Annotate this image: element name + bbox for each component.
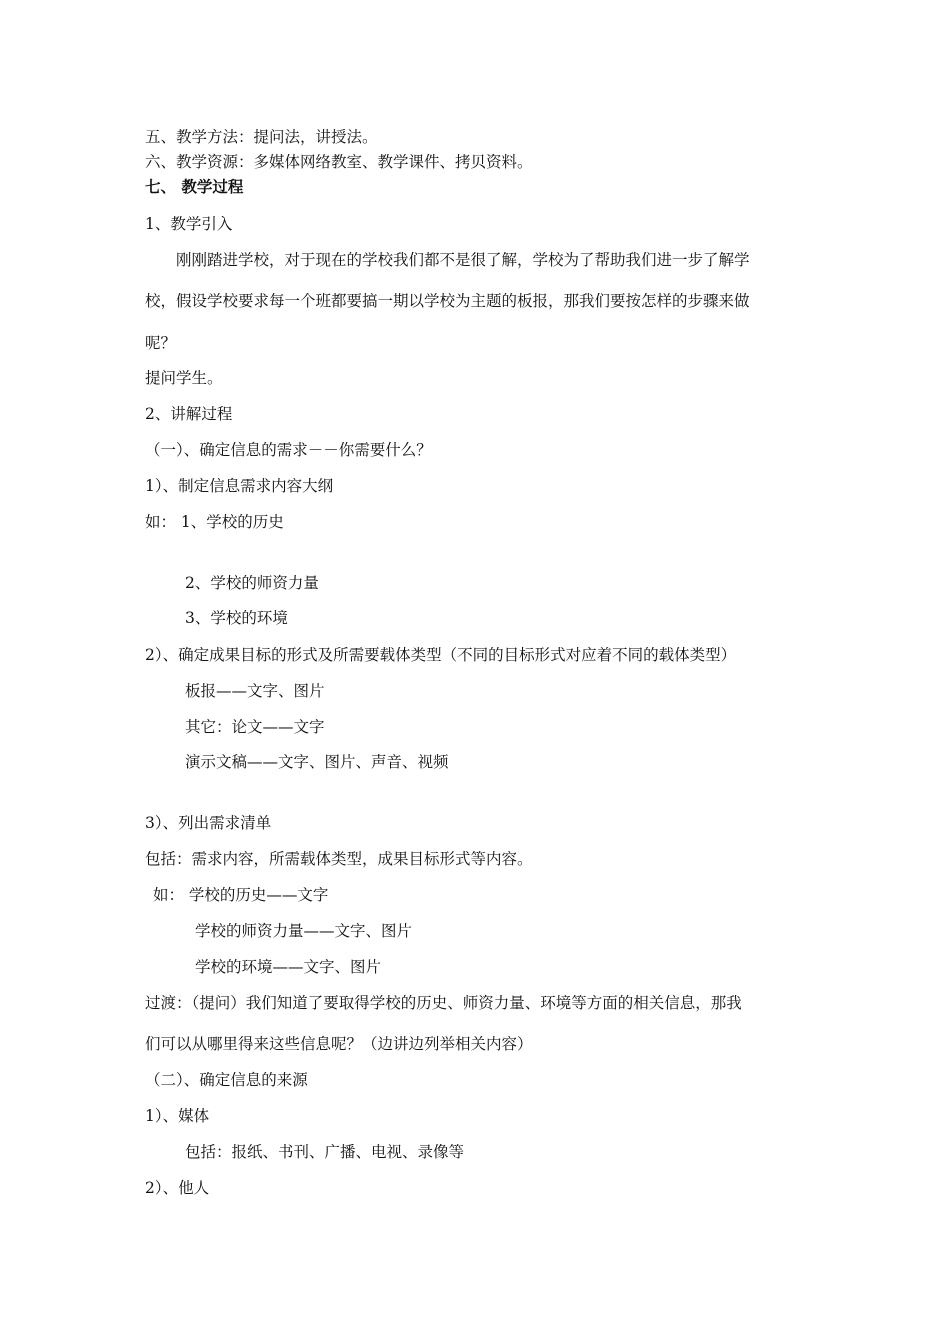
paragraph-line: 校，假设学校要求每一个班都要搞一期以学校为主题的板报，那我们要按怎样的步骤来做 [145,292,750,310]
subheading-introduction: 1、教学引入 [145,215,233,233]
subheading-explanation: 2、讲解过程 [145,405,233,423]
list-item: 1）、制定信息需求内容大纲 [145,477,334,495]
section-teaching-method: 五、教学方法：提问法，讲授法。 [145,128,378,146]
list-item: 3、学校的环境 [185,609,288,627]
list-item: 包括：需求内容，所需载体类型，成果目标形式等内容。 [145,850,533,868]
list-item: 2）、他人 [145,1179,210,1197]
list-item: 如： 学校的历史——文字 [153,886,329,904]
paragraph-line: 刚刚踏进学校，对于现在的学校我们都不是很了解，学校为了帮助我们进一步了解学 [176,251,750,269]
paragraph-line: 们可以从哪里得来这些信息呢？（边讲边列举相关内容） [145,1035,533,1053]
list-item: 学校的师资力量——文字、图片 [195,922,413,940]
list-item: 其它：论文——文字 [185,718,325,736]
paragraph-line: 提问学生。 [145,369,223,387]
list-item: 包括：报纸、书刊、广播、电视、录像等 [185,1143,465,1161]
list-item: 板报——文字、图片 [185,682,325,700]
paragraph-line: 呢？ [145,334,177,352]
list-item: 学校的环境——文字、图片 [195,958,382,976]
list-item: 演示文稿——文字、图片、声音、视频 [185,753,449,771]
section-heading-teaching-process: 七、 教学过程 [145,177,244,196]
paragraph-line: 过渡：（提问）我们知道了要取得学校的历史、师资力量、环境等方面的相关信息，那我 [145,994,742,1012]
list-item: 1）、媒体 [145,1107,210,1125]
list-item: 2、学校的师资力量 [185,574,319,592]
list-item: 如： 1、学校的历史 [145,513,284,531]
subheading-part-two: （二）、确定信息的来源 [145,1071,308,1089]
list-item: 2）、确定成果目标的形式及所需要载体类型（不同的目标形式对应着不同的载体类型） [145,646,737,664]
section-teaching-resources: 六、教学资源：多媒体网络教室、教学课件、拷贝资料。 [145,153,533,171]
list-item: 3）、列出需求清单 [145,814,272,832]
subheading-part-one: （一）、确定信息的需求－－你需要什么？ [145,441,432,459]
